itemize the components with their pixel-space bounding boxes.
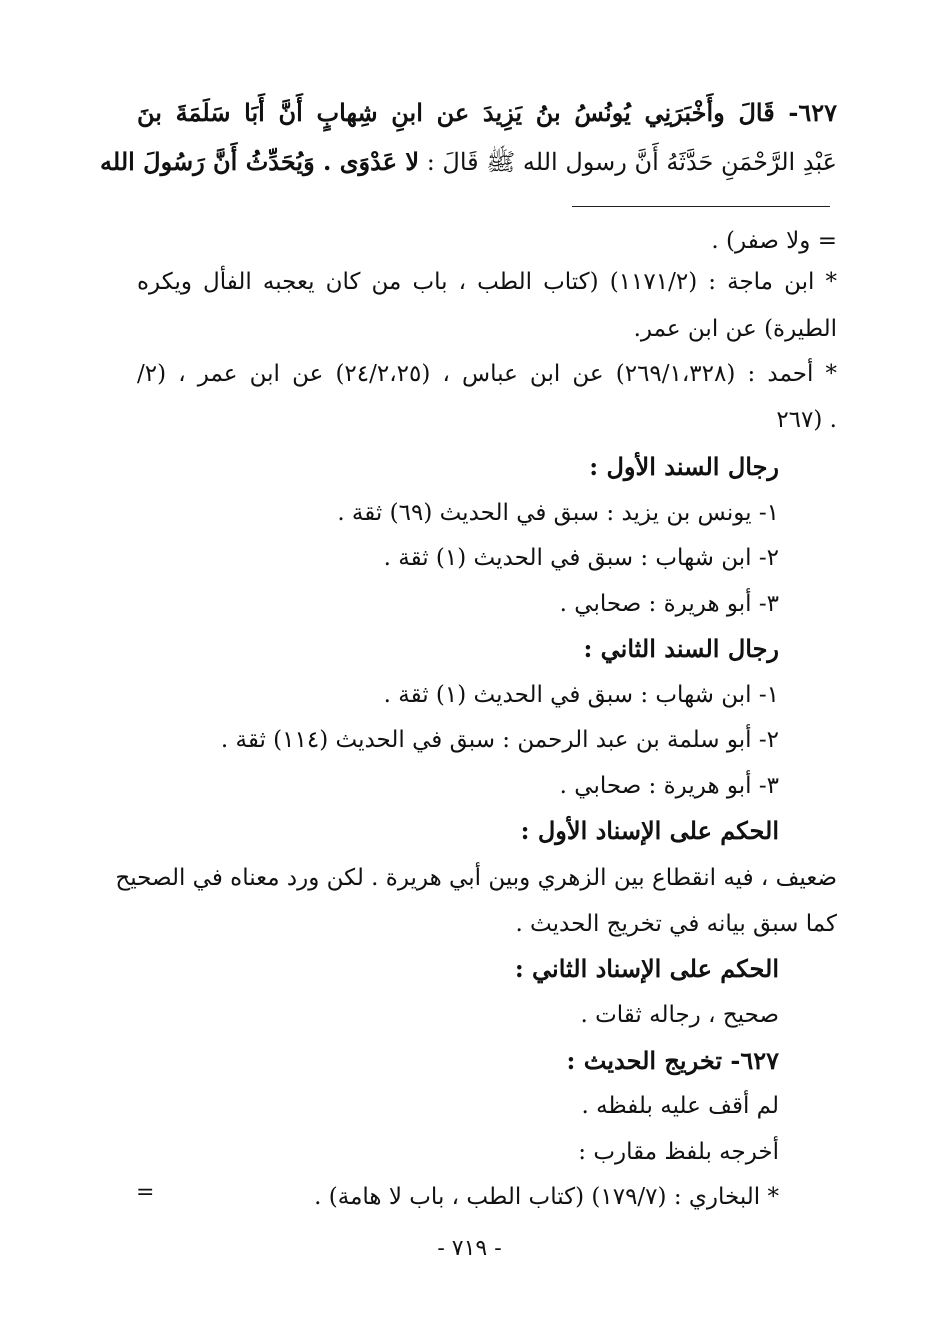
footnote-line-1: = ولا صفر) . xyxy=(711,228,837,254)
sanad2-item: ٢- أبو سلمة بن عبد الرحمن : سبق في الحديث (١١٤) ثقة . xyxy=(220,727,779,753)
footnote-line-3: الطيرة) عن ابن عمر. xyxy=(633,316,837,342)
footnote-line-5: ٢٦٧) . xyxy=(776,407,837,433)
footnote-line-4: * أحمد : (٢٦٩/١،٣٢٨) عن ابن عباس ، (٢٤/٢،٢٥) عن ابن عمر ، (٢/ xyxy=(137,361,837,387)
takhrij-text-line-3: * البخاري : (١٧٩/٧) (كتاب الطب ، باب لا هامة) . xyxy=(314,1184,779,1210)
ruling1-text-line-1: ضعيف ، فيه انقطاع بين الزهري وبين أبي هريرة . لكن ورد معناه في الصحيح xyxy=(115,865,837,891)
sanad1-item: ١- يونس بن يزيد : سبق في الحديث (٦٩) ثقة . xyxy=(337,500,779,526)
hadith-text-line-2 xyxy=(100,145,837,179)
sanad2-heading: رجال السند الثاني : xyxy=(583,634,779,663)
hadith-text-line-2-bold: لا عَدْوَى . وَيُحَدِّثُ أَنَّ رَسُولَ الله xyxy=(100,147,420,176)
sanad1-heading: رجال السند الأول : xyxy=(589,452,779,481)
page-number: - ٧١٩ - xyxy=(437,1236,502,1261)
ruling1-text-line-2: كما سبق بيانه في تخريج الحديث . xyxy=(515,911,837,937)
takhrij-text-line-2: أخرجه بلفظ مقارب : xyxy=(578,1139,779,1165)
footnote-separator xyxy=(572,206,830,207)
sanad1-item: ٢- ابن شهاب : سبق في الحديث (١) ثقة . xyxy=(383,545,779,571)
ruling2-text: صحيح ، رجاله ثقات . xyxy=(580,1002,779,1028)
hadith-text-line-2-start: عَبْدِ الرَّحْمَنِ حَدَّثَهُ أَنَّ رسول الله ﷺ قَالَ : xyxy=(426,148,837,176)
hadith-text-line-1: ٦٢٧- قَالَ وأَخْبَرَنِي يُونُسُ بنُ يَزِيدَ عن ابنِ شِهابٍ أَنَّ أَبَا سَلَمَةَ بنَ xyxy=(137,98,837,127)
ruling1-heading: الحكم على الإسناد الأول : xyxy=(520,816,779,845)
takhrij-heading: ٦٢٧- تخريج الحديث : xyxy=(566,1046,779,1075)
footnote-line-2: * ابن ماجة : (١١٧١/٢) (كتاب الطب ، باب من كان يعجبه الفأل ويكره xyxy=(137,269,837,295)
sanad2-item: ١- ابن شهاب : سبق في الحديث (١) ثقة . xyxy=(383,682,779,708)
continuation-mark: = xyxy=(136,1180,155,1205)
ruling2-heading: الحكم على الإسناد الثاني : xyxy=(514,954,779,983)
takhrij-text-line-1: لم أقف عليه بلفظه . xyxy=(581,1093,779,1119)
sanad2-item: ٣- أبو هريرة : صحابي . xyxy=(559,773,779,799)
sanad1-item: ٣- أبو هريرة : صحابي . xyxy=(559,591,779,617)
